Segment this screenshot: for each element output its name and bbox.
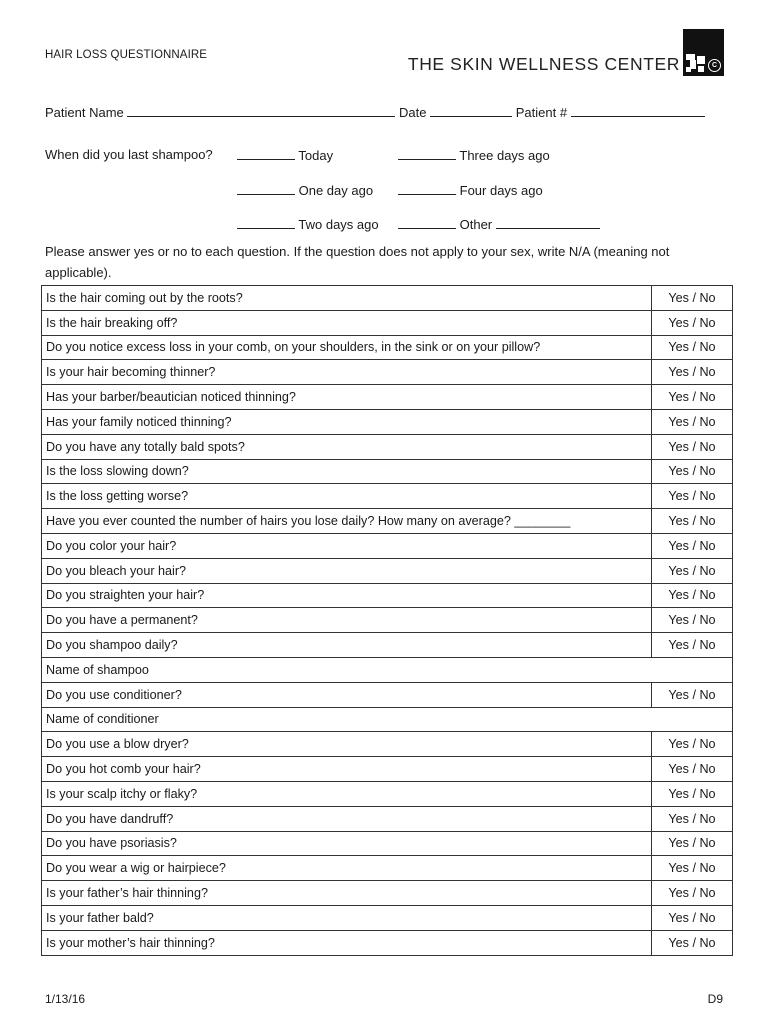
questionnaire-table [41, 285, 733, 956]
question-text: Is your mother’s hair thinning? [42, 930, 652, 955]
shampoo-option-two-days[interactable] [237, 216, 379, 232]
question-row [42, 286, 733, 311]
yes-no-answer[interactable]: Yes / No [652, 459, 733, 484]
yes-no-answer[interactable]: Yes / No [652, 409, 733, 434]
option-label: Other [459, 217, 493, 232]
question-text: Is your scalp itchy or flaky? [42, 781, 652, 806]
question-row [42, 558, 733, 583]
question-row [42, 831, 733, 856]
date-field[interactable] [430, 104, 512, 117]
question-row [42, 360, 733, 385]
date-label: Date [399, 105, 427, 120]
yes-no-answer[interactable]: Yes / No [652, 682, 733, 707]
question-row [42, 757, 733, 782]
yes-no-answer[interactable]: Yes / No [652, 310, 733, 335]
yes-no-answer[interactable]: Yes / No [652, 633, 733, 658]
patient-number-label: Patient # [515, 105, 568, 120]
yes-no-answer[interactable]: Yes / No [652, 484, 733, 509]
question-row [42, 707, 733, 732]
question-row [42, 881, 733, 906]
question-row [42, 310, 733, 335]
footer-date: 1/13/16 [45, 992, 86, 1006]
footer-code: D9 [707, 992, 723, 1006]
question-text: Do you have a permanent? [42, 608, 652, 633]
question-row [42, 335, 733, 360]
question-row [42, 608, 733, 633]
question-text: Is the hair coming out by the roots? [42, 286, 652, 311]
yes-no-answer[interactable]: Yes / No [652, 286, 733, 311]
question-text: Is your father’s hair thinning? [42, 881, 652, 906]
question-text: Do you hot comb your hair? [42, 757, 652, 782]
question-text: Is the loss getting worse? [42, 484, 652, 509]
question-text: Do you wear a wig or hairpiece? [42, 856, 652, 881]
question-row [42, 806, 733, 831]
question-row [42, 930, 733, 955]
question-text: Has your barber/beautician noticed thinning? [42, 385, 652, 410]
question-text: Has your family noticed thinning? [42, 409, 652, 434]
yes-no-answer[interactable]: Yes / No [652, 608, 733, 633]
yes-no-answer[interactable]: Yes / No [652, 831, 733, 856]
yes-no-answer[interactable]: Yes / No [652, 806, 733, 831]
yes-no-answer[interactable]: Yes / No [652, 757, 733, 782]
question-row [42, 509, 733, 534]
brand-logo-icon: C [683, 29, 724, 76]
question-text: Do you use conditioner? [42, 682, 652, 707]
question-row [42, 633, 733, 658]
yes-no-answer[interactable]: Yes / No [652, 905, 733, 930]
question-text: Have you ever counted the number of hairs you lose daily? How many on average? ________ [42, 509, 652, 534]
question-row [42, 434, 733, 459]
question-row [42, 583, 733, 608]
yes-no-answer[interactable]: Yes / No [652, 881, 733, 906]
question-text[interactable]: Name of shampoo [42, 657, 733, 682]
question-text: Is the loss slowing down? [42, 459, 652, 484]
yes-no-answer[interactable]: Yes / No [652, 434, 733, 459]
option-label: Today [298, 148, 334, 163]
yes-no-answer[interactable]: Yes / No [652, 856, 733, 881]
question-row [42, 484, 733, 509]
option-blank[interactable] [398, 147, 456, 160]
shampoo-option-today[interactable] [237, 147, 333, 163]
question-text[interactable]: Name of conditioner [42, 707, 733, 732]
option-blank[interactable] [398, 216, 456, 229]
other-field[interactable] [496, 216, 600, 229]
question-text: Do you have psoriasis? [42, 831, 652, 856]
question-text: Do you straighten your hair? [42, 583, 652, 608]
option-blank[interactable] [398, 182, 456, 195]
question-text: Do you have dandruff? [42, 806, 652, 831]
yes-no-answer[interactable]: Yes / No [652, 781, 733, 806]
question-text: Do you color your hair? [42, 533, 652, 558]
question-text: Do you use a blow dryer? [42, 732, 652, 757]
option-blank[interactable] [237, 147, 295, 160]
question-row [42, 732, 733, 757]
patient-name-field[interactable] [127, 104, 395, 117]
question-row [42, 409, 733, 434]
option-label: Four days ago [459, 183, 543, 198]
question-row [42, 657, 733, 682]
question-row [42, 385, 733, 410]
yes-no-answer[interactable]: Yes / No [652, 583, 733, 608]
question-row [42, 856, 733, 881]
question-row [42, 905, 733, 930]
yes-no-answer[interactable]: Yes / No [652, 385, 733, 410]
shampoo-option-one-day[interactable] [237, 182, 373, 198]
brand-name: THE SKIN WELLNESS CENTER [407, 54, 680, 74]
shampoo-question: When did you last shampoo? [45, 147, 213, 162]
question-text: Is your father bald? [42, 905, 652, 930]
brand-header [408, 29, 724, 76]
instructions: Please answer yes or no to each question. If the question does not apply to your sex, write N/A (meaning not applicable). [45, 244, 670, 280]
yes-no-answer[interactable]: Yes / No [652, 732, 733, 757]
yes-no-answer[interactable]: Yes / No [652, 533, 733, 558]
option-label: Three days ago [459, 148, 550, 163]
question-row [42, 682, 733, 707]
option-blank[interactable] [237, 182, 295, 195]
question-text: Is the hair breaking off? [42, 310, 652, 335]
yes-no-answer[interactable]: Yes / No [652, 558, 733, 583]
question-row [42, 459, 733, 484]
question-text: Do you bleach your hair? [42, 558, 652, 583]
question-row [42, 781, 733, 806]
question-row [42, 533, 733, 558]
question-text: Do you notice excess loss in your comb, on your shoulders, in the sink or on your pillow? [42, 335, 652, 360]
question-text: Is your hair becoming thinner? [42, 360, 652, 385]
option-label: One day ago [298, 183, 374, 198]
yes-no-answer[interactable]: Yes / No [652, 335, 733, 360]
patient-info-row [45, 104, 705, 120]
patient-name-label: Patient Name [45, 105, 124, 120]
shampoo-option-four-days[interactable] [398, 182, 543, 198]
form-title: HAIR LOSS QUESTIONNAIRE [45, 49, 208, 61]
option-label: Two days ago [298, 217, 379, 232]
question-text: Do you have any totally bald spots? [42, 434, 652, 459]
yes-no-answer[interactable]: Yes / No [652, 509, 733, 534]
patient-number-field[interactable] [571, 104, 705, 117]
shampoo-option-other[interactable] [398, 216, 600, 232]
shampoo-option-three-days[interactable] [398, 147, 550, 163]
question-text: Do you shampoo daily? [42, 633, 652, 658]
yes-no-answer[interactable]: Yes / No [652, 360, 733, 385]
yes-no-answer[interactable]: Yes / No [652, 930, 733, 955]
option-blank[interactable] [237, 216, 295, 229]
